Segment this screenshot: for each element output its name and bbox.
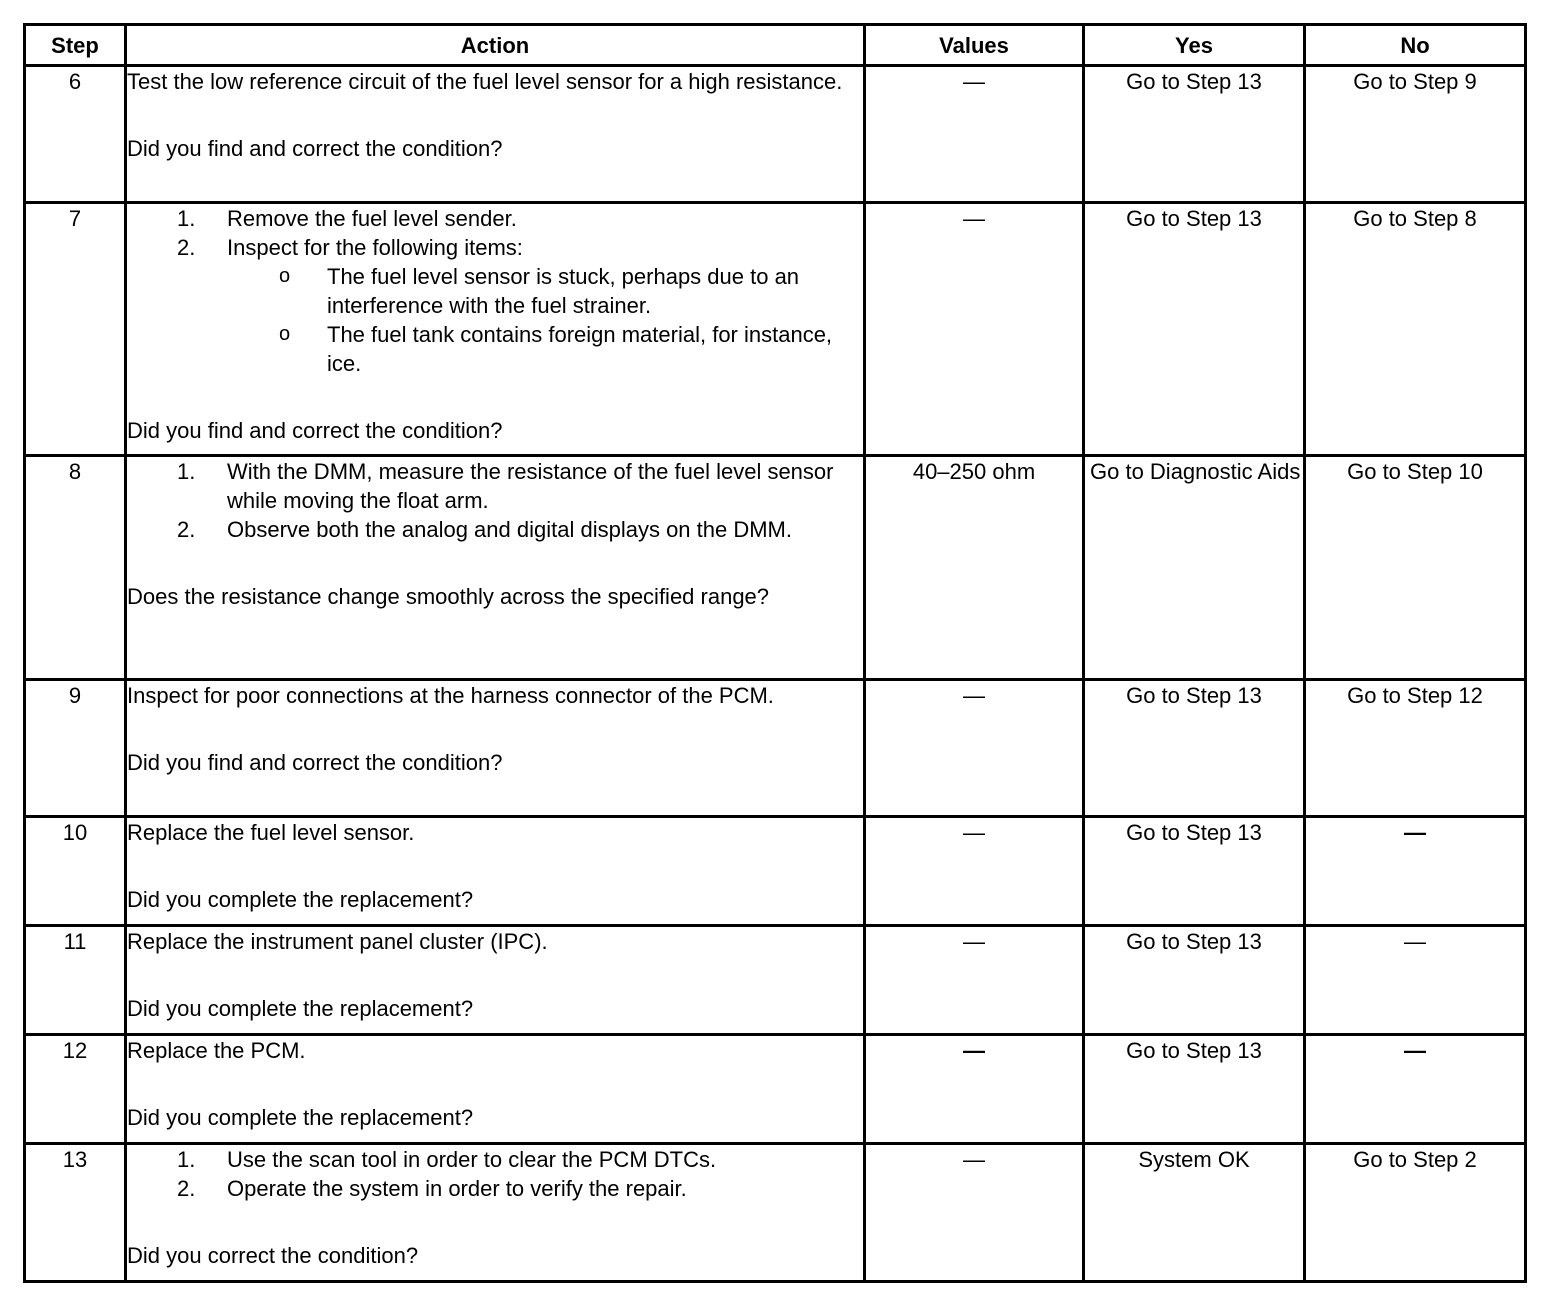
sub-list — [227, 262, 863, 378]
item-number: 1. — [177, 206, 196, 231]
sub-list-item — [227, 262, 863, 320]
step-number: 10 — [25, 817, 126, 926]
value-cell: 40–250 ohm — [865, 456, 1084, 680]
action-text: Inspect for poor connections at the harness connector of the PCM. — [127, 683, 774, 708]
sub-item-text: The fuel tank contains foreign material, for instance, ice. — [327, 322, 833, 376]
step-number: 7 — [25, 203, 126, 456]
diagnostic-steps-table — [23, 23, 1527, 1283]
step-number: 6 — [25, 66, 126, 203]
no-cell: Go to Step 9 — [1305, 66, 1526, 203]
action-cell — [126, 66, 865, 203]
item-number: 1. — [177, 1147, 196, 1172]
value-cell: — — [865, 1144, 1084, 1282]
header-action: Action — [126, 25, 865, 66]
yes-cell: Go to Step 13 — [1084, 680, 1305, 817]
header-no: No — [1305, 25, 1526, 66]
table-row — [25, 680, 1526, 817]
header-row — [25, 25, 1526, 66]
value-cell: — — [865, 926, 1084, 1035]
table-row — [25, 1035, 1526, 1144]
action-cell — [126, 817, 865, 926]
numbered-list — [127, 204, 863, 378]
header-yes: Yes — [1084, 25, 1305, 66]
yes-cell: Go to Step 13 — [1084, 817, 1305, 926]
step-number: 12 — [25, 1035, 126, 1144]
step-number: 8 — [25, 456, 126, 680]
value-cell: — — [865, 66, 1084, 203]
action-question: Did you find and correct the condition? — [127, 750, 503, 775]
yes-cell: Go to Diagnostic Aids — [1084, 456, 1305, 680]
list-item — [127, 1145, 863, 1174]
value-cell: — — [865, 817, 1084, 926]
list-item — [127, 204, 863, 233]
table-row — [25, 456, 1526, 680]
item-number: 2. — [177, 1176, 196, 1201]
action-cell — [126, 1035, 865, 1144]
action-question: Did you complete the replacement? — [127, 996, 474, 1021]
no-cell: Go to Step 12 — [1305, 680, 1526, 817]
list-item — [127, 457, 863, 515]
item-text: Remove the fuel level sender. — [227, 206, 517, 231]
no-cell: Go to Step 8 — [1305, 203, 1526, 456]
bullet-marker: o — [279, 323, 291, 345]
yes-cell: System OK — [1084, 1144, 1305, 1282]
yes-cell: Go to Step 13 — [1084, 66, 1305, 203]
table-row — [25, 926, 1526, 1035]
action-cell — [126, 680, 865, 817]
action-cell — [126, 203, 865, 456]
table-row — [25, 66, 1526, 203]
action-question: Did you find and correct the condition? — [127, 418, 503, 443]
sub-list-item — [227, 320, 863, 378]
no-cell: — — [1305, 1035, 1526, 1144]
item-text: With the DMM, measure the resistance of the fuel level sensor while moving the float arm. — [227, 459, 834, 513]
action-question: Did you correct the condition? — [127, 1243, 419, 1268]
action-question: Did you find and correct the condition? — [127, 136, 503, 161]
no-cell: — — [1305, 926, 1526, 1035]
yes-cell: Go to Step 13 — [1084, 203, 1305, 456]
action-question: Does the resistance change smoothly across the specified range? — [127, 584, 770, 609]
item-number: 2. — [177, 517, 196, 542]
item-text: Use the scan tool in order to clear the PCM DTCs. — [227, 1147, 717, 1172]
numbered-list — [127, 1145, 863, 1203]
action-cell — [126, 1144, 865, 1282]
no-cell: Go to Step 10 — [1305, 456, 1526, 680]
item-number: 1. — [177, 459, 196, 484]
item-number: 2. — [177, 235, 196, 260]
table-row — [25, 817, 1526, 926]
yes-cell: Go to Step 13 — [1084, 1035, 1305, 1144]
item-text: Observe both the analog and digital displays on the DMM. — [227, 517, 792, 542]
action-cell — [126, 926, 865, 1035]
header-values: Values — [865, 25, 1084, 66]
bullet-marker: o — [279, 265, 291, 287]
table-row — [25, 1144, 1526, 1282]
list-item — [127, 1174, 863, 1203]
sub-item-text: The fuel level sensor is stuck, perhaps due to an interference with the fuel strainer. — [327, 264, 800, 318]
action-text: Replace the PCM. — [127, 1038, 306, 1063]
value-cell: — — [865, 680, 1084, 817]
list-item — [127, 515, 863, 544]
table-row — [25, 203, 1526, 456]
item-text: Operate the system in order to verify the repair. — [227, 1176, 687, 1201]
step-number: 9 — [25, 680, 126, 817]
action-question: Did you complete the replacement? — [127, 1105, 474, 1130]
list-item — [127, 233, 863, 378]
item-text: Inspect for the following items: — [227, 235, 523, 260]
value-cell: — — [865, 203, 1084, 456]
action-question: Did you complete the replacement? — [127, 887, 474, 912]
step-number: 13 — [25, 1144, 126, 1282]
action-text: Replace the instrument panel cluster (IPC). — [127, 929, 548, 954]
action-text: Replace the fuel level sensor. — [127, 820, 415, 845]
action-cell — [126, 456, 865, 680]
no-cell: — — [1305, 817, 1526, 926]
yes-cell: Go to Step 13 — [1084, 926, 1305, 1035]
step-number: 11 — [25, 926, 126, 1035]
header-step: Step — [25, 25, 126, 66]
no-cell: Go to Step 2 — [1305, 1144, 1526, 1282]
value-cell: — — [865, 1035, 1084, 1144]
numbered-list — [127, 457, 863, 544]
action-text: Test the low reference circuit of the fuel level sensor for a high resistance. — [127, 69, 843, 94]
